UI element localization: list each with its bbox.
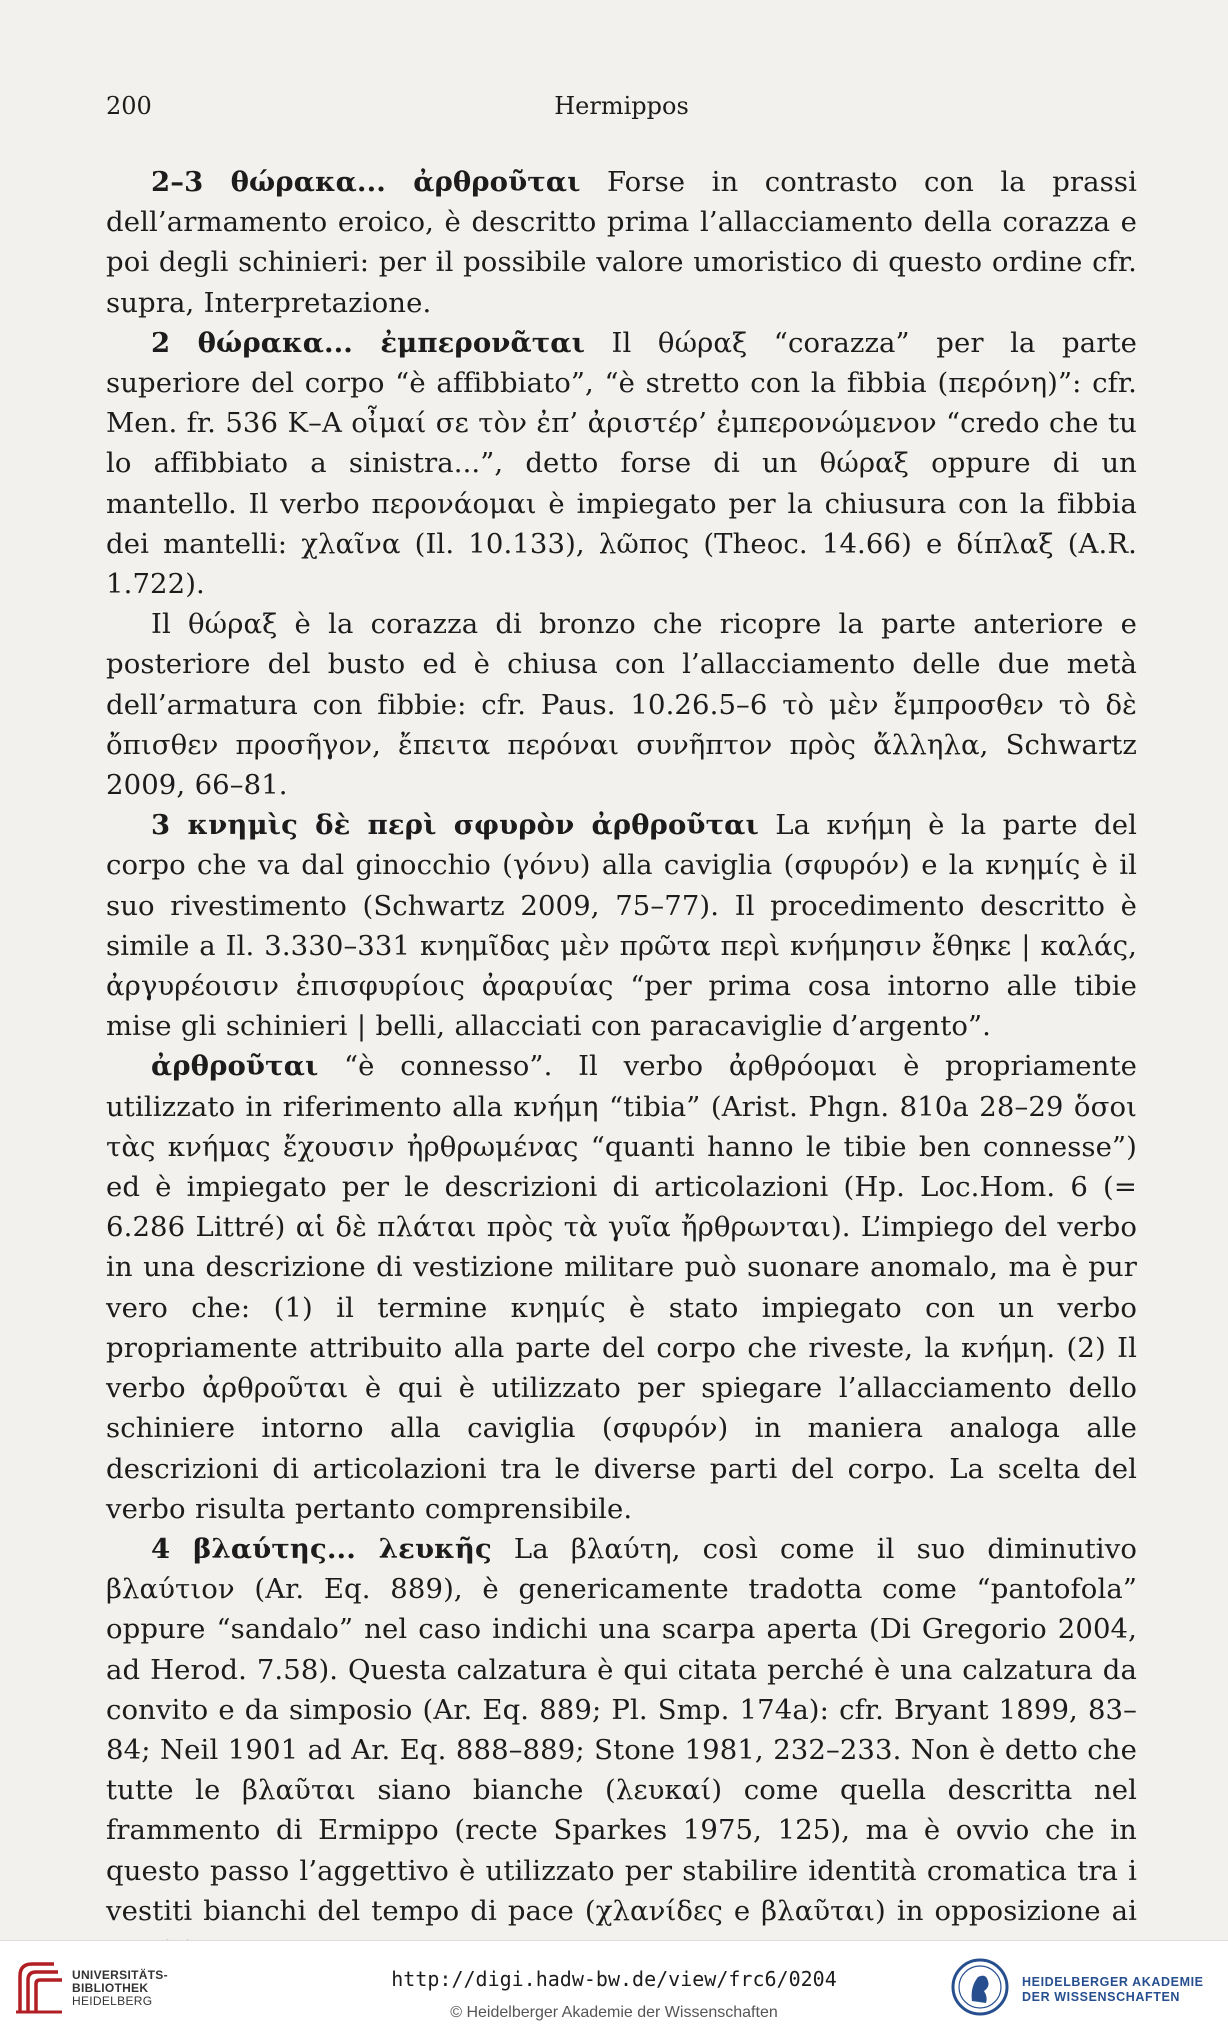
page-header [106, 92, 1137, 128]
lemma-2: 2 θώρακα... ἐμπερονᾶται [151, 326, 585, 359]
lemma-6: 4 βλαύτης... λευκῆς [151, 1532, 492, 1565]
paragraph-1-text: Forse in contrasto con la prassi dell’armamento eroico, è descritto prima l’allacciamento della corazza e poi degli schinieri: per il possibile valore umoristico di questo ordine cfr. supra, Interpretazione. [106, 166, 1137, 319]
viewer-footer [0, 1940, 1228, 2034]
paragraph-6-text: La βλαύτη, così come il suo diminutivo βλαύτιον (Ar. Eq. 889), è genericamente tradotta come “pantofola” oppure “sandalo” nel caso indichi una scarpa aperta (Di Gregorio 2004, ad Herod. 7.58). Questa calzatura è qui citata perché è una calzatura da convito e da simposio (Ar. Eq. 889; Pl. Smp. 174a): cfr. Bryant 1899, 83–84; Neil 1901 ad Ar. Eq. 888–889; Stone 1981, 232–233. Non è detto che tutte le βλαῦται siano bianche (λευκαί) come quella descritta nel frammento di Ermippo (recte Sparkes 1975, 125), ma è ovvio che in questo passo l’aggettivo è utilizzato per stabilire identità cromatica tra i vestiti bianchi del tempo di pace (χλανίδες e βλαῦται) in opposizione ai [106, 1532, 1137, 1927]
paragraph-3-text: Il θώραξ è la corazza di bronzo che ricopre la parte anteriore e posteriore del busto ed è chiusa con l’allacciamento delle due metà dell’armatura con fibbie: cfr. Paus. 10.26.5–6 τὸ μὲν ἔμπροσθεν τὸ δὲ ὄπισθεν προσῆγον, ἔπειτα περόναι συνῆπτον πρὸς ἄλληλα, Schwartz 2009, 66–81. [106, 608, 1137, 802]
running-title: Hermippos [554, 92, 689, 120]
library-line-2: BIBLIOTHEK [72, 1981, 149, 1995]
copyright-notice: © Heidelberger Akademie der Wissenschaften [450, 2004, 778, 2021]
permalink[interactable]: http://digi.hadw-bw.de/view/frc6/0204 [391, 1967, 837, 1991]
paragraph-2-text: Il θώραξ “corazza” per la parte superiore del corpo “è affibbiato”, “è stretto con la fibbia (περόνη)”: cfr. Men. fr. 536 K–A οἶμαί σε τὸν ἐπ’ ἀριστέρ’ ἐμπερονώμενον “credo che tu lo affibbiato a sinistra...”, detto forse di un θώραξ oppure di un mantello. Il verbo περονάομαι è impiegato per la chiusura con la fibbia dei mantelli: χλαῖνα (Il. 10.133), λῶπος (Theoc. 14.66) e δίπλαξ (A.R. 1.722). [106, 326, 1137, 601]
library-line-3: HEIDELBERG [72, 1994, 153, 2008]
paragraph-5 [106, 1046, 1137, 1528]
paragraph-5-text: “è connesso”. Il verbo ἀρθρόομαι è propriamente utilizzato in riferimento alla κνήμη “tibia” (Arist. Phgn. 810a 28–29 ὅσοι τὰς κνήμας ἔχουσιν ἠρθρωμένας “quanti hanno le tibie ben connesse”) ed è impiegato per le descrizioni di articolazioni (Hp. Loc.Hom. 6 (= 6.286 Littré) αἱ δὲ πλάται πρὸς τὰ γυῖα ἤρθρωνται). L’impiego del verbo in una descrizione di vestizione militare può suonare anomalo, ma è pur vero che: (1) il termine κνημίς è stato impiegato con un verbo propriamente attribuito alla parte del corpo che riveste, la κνήμη. (2) Il verbo ἀρθροῦται è qui è utilizzato per spiegare l’allacciamento dello schiniere intorno alla caviglia (σφυρόν) in maniera analoga alle descrizioni di articolazioni tra le diverse parti del corpo. La scelta del verbo risulta pertanto comprensibile. [106, 1050, 1137, 1525]
library-line-1: UNIVERSITÄTS- [72, 1968, 168, 1982]
paragraph-6 [106, 1529, 1137, 1971]
paragraph-1 [106, 162, 1137, 323]
academy-line-1: HEIDELBERGER AKADEMIE [1022, 1975, 1204, 1989]
page-number: 200 [106, 92, 152, 120]
lemma-5: ἀρθροῦται [151, 1050, 319, 1083]
lemma-4: 3 κνημὶς δὲ περὶ σφυρὸν ἀρθροῦται [151, 809, 759, 842]
paragraph-4-text: La κνήμη è la parte del corpo che va dal ginocchio (γόνυ) alla caviglia (σφυρόν) e la κνημίς è il suo rivestimento (Schwartz 2009, 75–77). Il procedimento descritto è simile a Il. 3.330–331 κνημῖδας μὲν πρῶτα περὶ κνήμησιν ἔθηκε | καλάς, ἀργυρέοισιν ἐπισφυρίοις ἀραρυίας “per prima cosa intorno alle tibie mise gli schinieri | belli, allacciati con paracaviglie d’argento”. [106, 809, 1138, 1043]
paragraph-2 [106, 323, 1137, 604]
academy-seal-icon[interactable] [950, 1957, 1010, 2017]
commentary-text [106, 162, 1137, 1971]
paragraph-3 [106, 604, 1137, 805]
lemma-1: 2–3 θώρακα... ἀρθροῦται [151, 166, 581, 198]
academy-name [1022, 1975, 1204, 2005]
paragraph-4 [106, 805, 1137, 1046]
academy-line-2: DER WISSENSCHAFTEN [1022, 1990, 1181, 2004]
